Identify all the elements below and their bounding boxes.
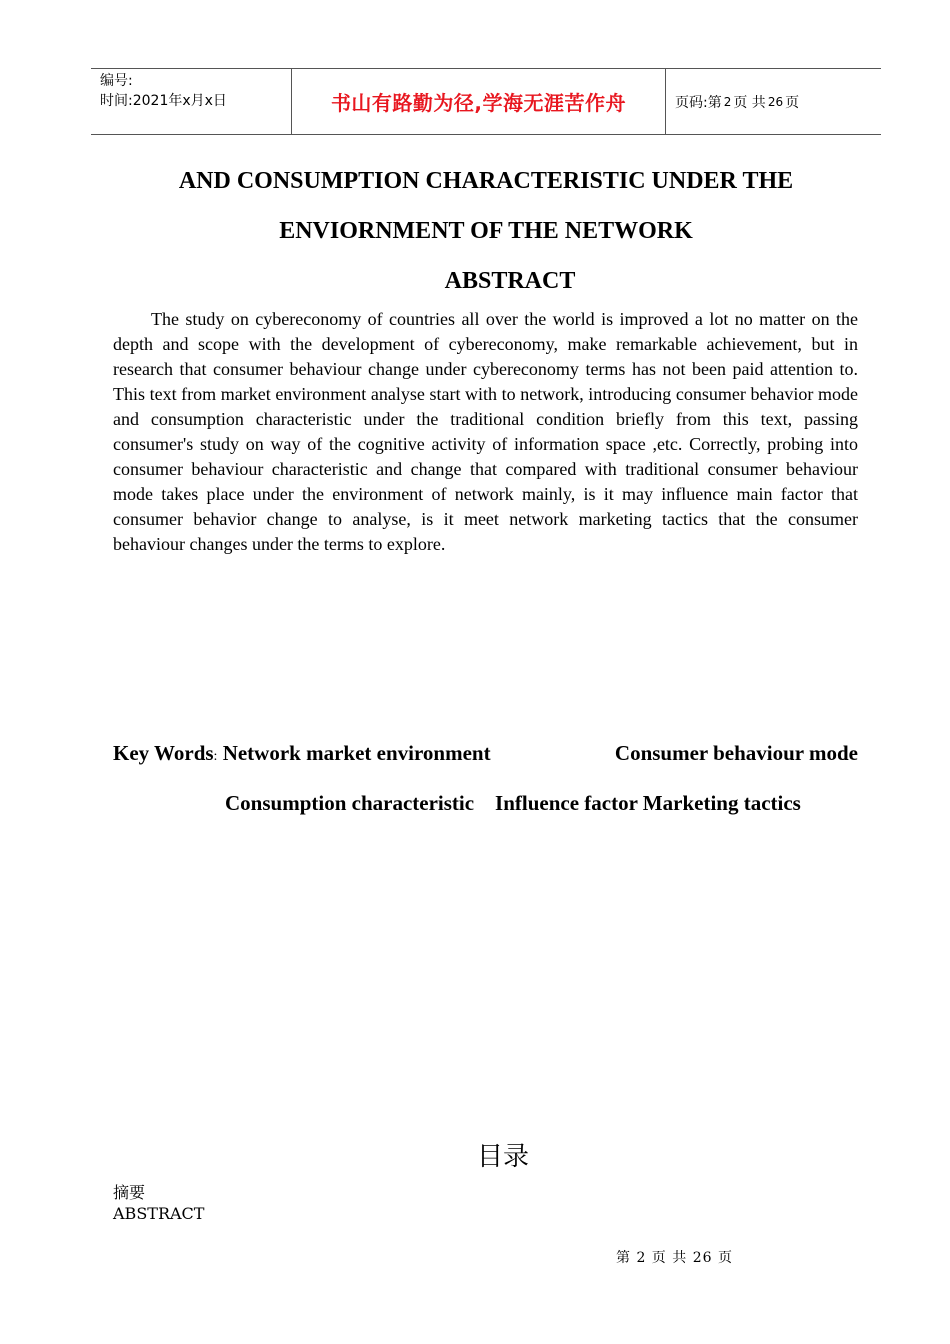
page-mid: 页 共 <box>733 94 766 111</box>
abstract-body: The study on cybereconomy of countries all over the world is improved a lot no matter on the depth and scope with the development of cybereconomy, make remarkable achievement, but in research that consumer behaviour change under cybereconomy terms has not been paid attention to. This text from market environment analyse start with to network, introducing consumer behavior mode and consumption characteristic under the traditional condition briefly from this text, passing consumer's study on way of the cognitive activity of information space ,etc. Correctly, probing into consumer behaviour characteristic and change that compared with traditional consumer behaviour mode takes place under the environment of network mainly, is it may influence main factor that consumer behavior change to analyse, is it meet network marketing tactics that the consumer behaviour changes under the terms to explore. <box>113 309 858 554</box>
keywords-label-group <box>113 741 491 766</box>
document-time-label: 时间:2021年x月x日 <box>100 93 227 109</box>
abstract-heading: ABSTRACT <box>444 268 576 294</box>
page-prefix: 页码:第 <box>675 94 722 111</box>
header-meta-cell <box>91 69 292 134</box>
page-footer: 第 2 页 共 26 页 <box>616 1250 733 1266</box>
header-motto: 书山有路勤为径,学海无涯苦作舟 <box>292 69 666 134</box>
document-title-line-2: ENVIORNMENT OF THE NETWORK <box>279 218 693 244</box>
toc-item[interactable]: 摘要 <box>113 1183 146 1202</box>
keywords-line-1 <box>113 741 858 766</box>
document-title-line-1: AND CONSUMPTION CHARACTERISTIC UNDER THE <box>178 168 794 194</box>
toc-title: 目录 <box>476 1142 529 1172</box>
page-current: 2 <box>723 94 732 109</box>
keywords-separator: : <box>213 749 218 764</box>
document-id-label: 编号: <box>100 73 133 89</box>
header-page-number <box>666 69 881 134</box>
page-header <box>91 68 881 135</box>
keywords-label: Key Words <box>113 741 214 765</box>
page-total: 26 <box>767 94 784 109</box>
keywords-line-2: Consumption characteristic Influence factor Marketing tactics <box>225 791 801 815</box>
keyword-2: Consumer behaviour mode <box>614 741 858 765</box>
toc-item[interactable]: ABSTRACT <box>113 1204 205 1223</box>
page-suffix: 页 <box>785 94 800 111</box>
keyword-1: Network market environment <box>222 741 491 765</box>
